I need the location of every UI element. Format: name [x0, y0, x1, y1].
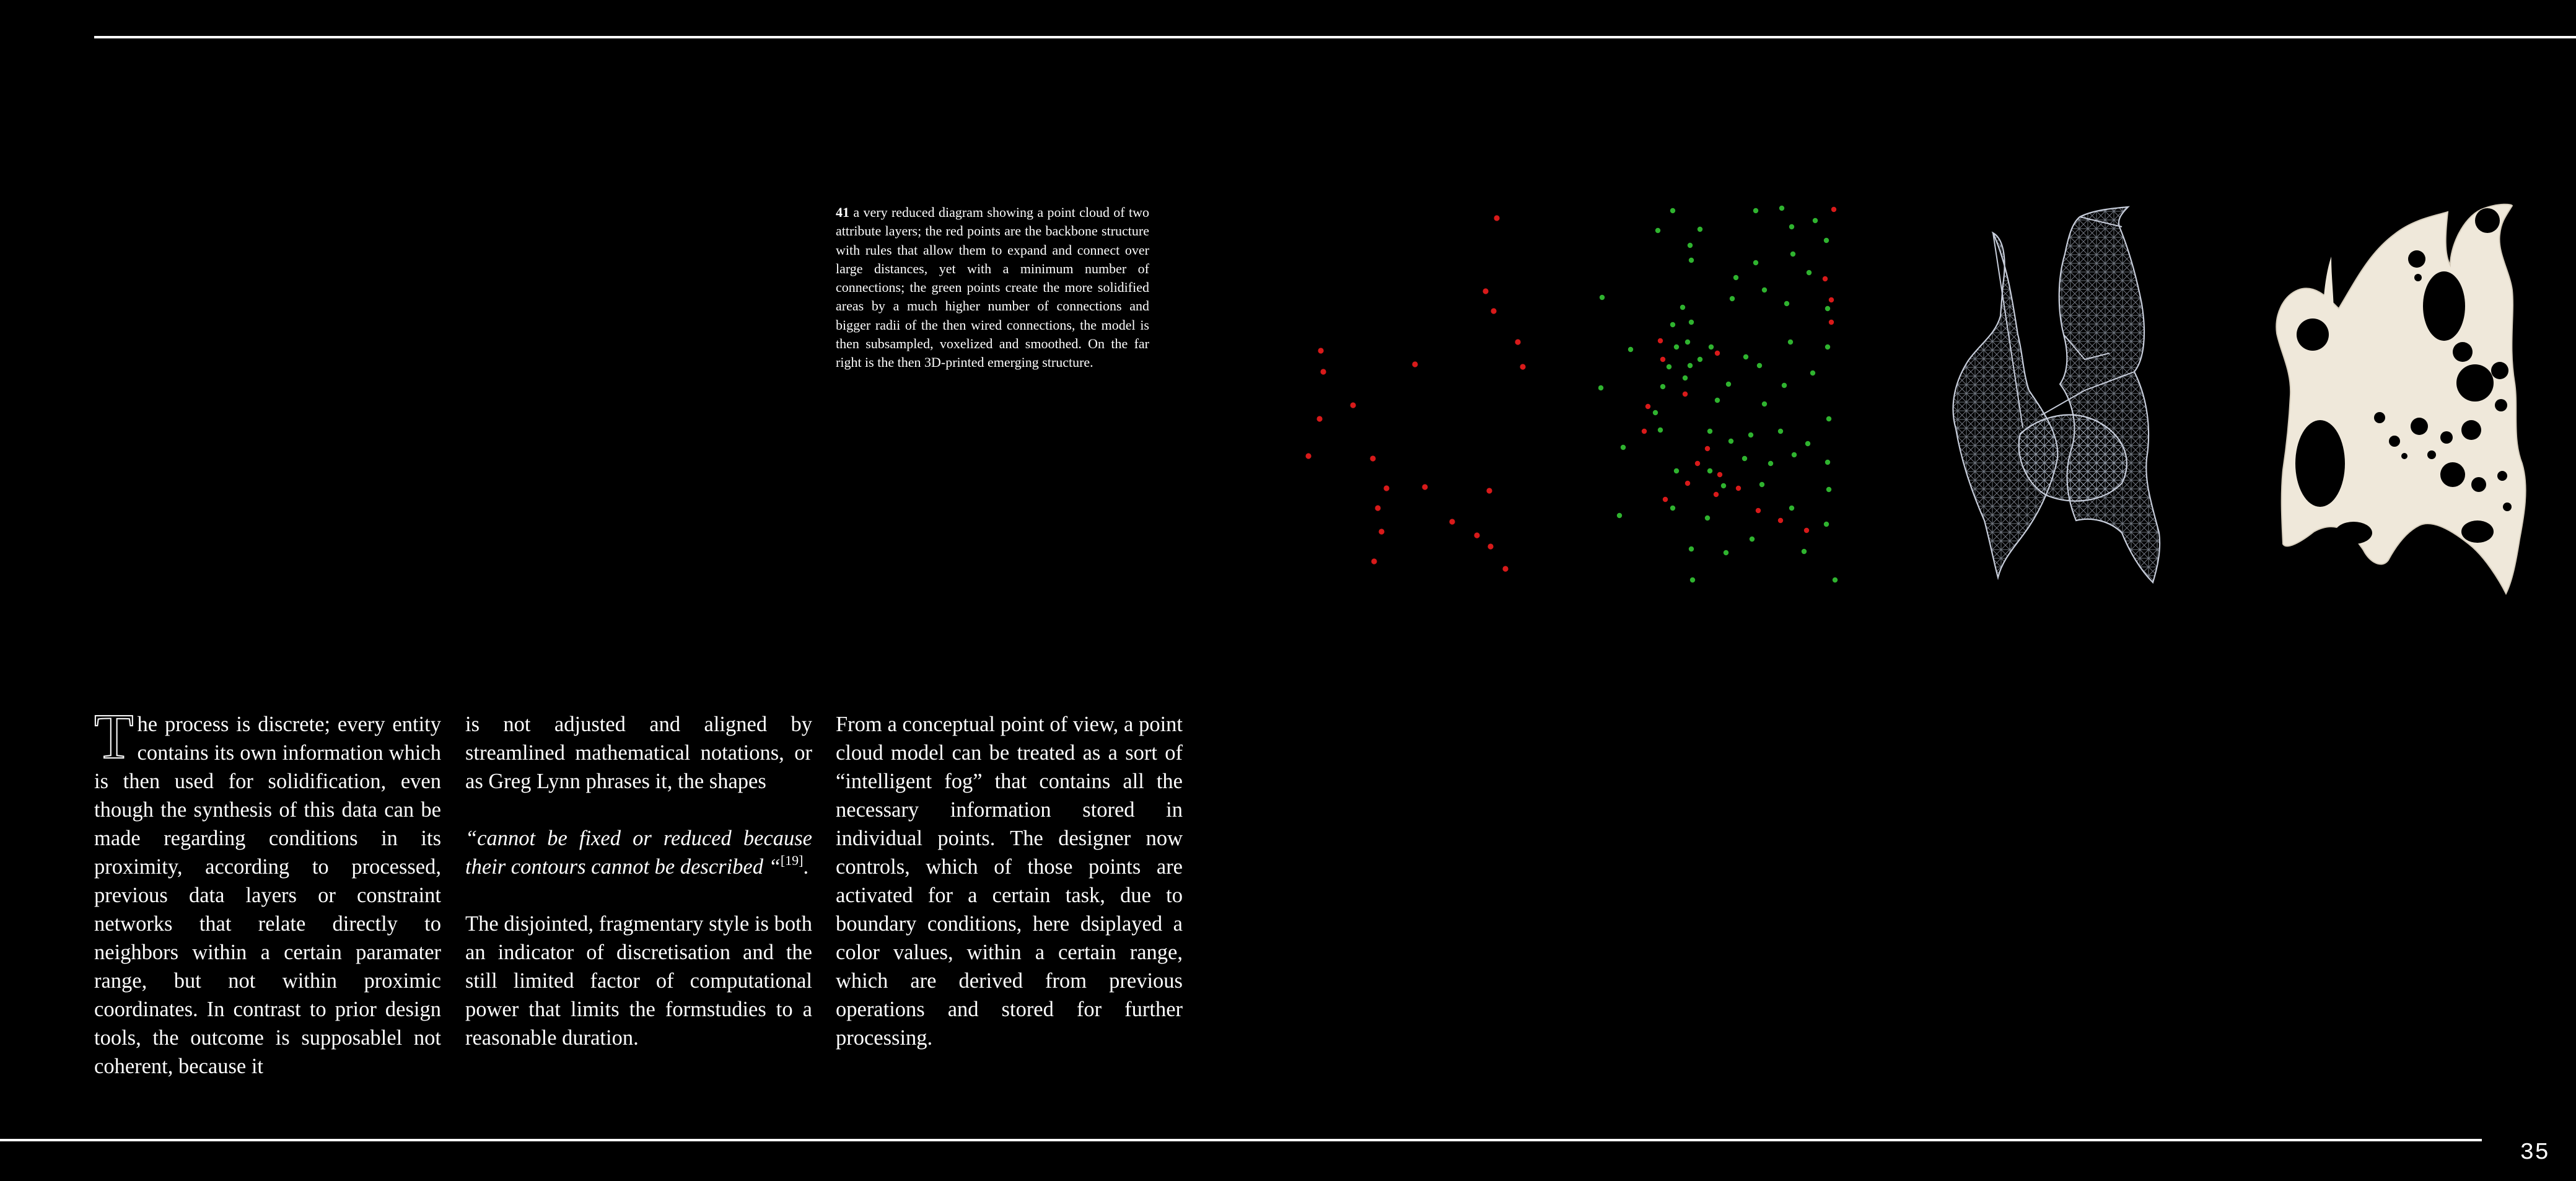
- greg-lynn-quote: “cannot be fixed or reduced because their contours cannot be described “: [465, 827, 812, 879]
- red-point: [1685, 481, 1690, 486]
- hole: [2297, 318, 2329, 351]
- green-point: [1674, 345, 1679, 349]
- caption-text: a very reduced diagram showing a point cloud of two attribute layers; the red points are the backbone structure with rules that allow them to expand and connect over large distances, yet with a minimum number of connections; the green points create the more solidified areas by a much higher number of connections and bigger radii of the then wired connections, the model is then subsampled, voxelized and smoothed. On the far right is the then 3D-printed emerging structure.: [836, 204, 1150, 371]
- green-point: [1789, 506, 1794, 511]
- page-number: 35: [2520, 1139, 2549, 1166]
- red-point: [1714, 492, 1719, 497]
- green-point: [1768, 461, 1773, 466]
- green-point: [1813, 218, 1818, 223]
- red-point: [1371, 558, 1377, 564]
- red-point: [1829, 320, 1834, 325]
- green-point: [1825, 306, 1830, 311]
- hole: [2471, 477, 2486, 492]
- green-point: [1621, 445, 1626, 450]
- green-point: [1726, 382, 1731, 387]
- hole: [2495, 399, 2507, 411]
- green-point: [1680, 305, 1685, 310]
- green-point: [1810, 371, 1815, 375]
- red-point: [1483, 288, 1488, 294]
- green-point: [1757, 363, 1762, 368]
- hole: [2503, 503, 2512, 511]
- green-point: [1721, 483, 1726, 488]
- green-point: [1715, 398, 1720, 403]
- green-point: [1784, 301, 1789, 306]
- hole: [2440, 431, 2453, 444]
- hole: [2411, 418, 2428, 435]
- red-point: [1823, 276, 1828, 281]
- green-point: [1748, 432, 1753, 437]
- red-point: [1378, 529, 1384, 534]
- green-point: [1762, 288, 1767, 292]
- red-point: [1663, 497, 1668, 502]
- green-point: [1689, 547, 1694, 551]
- green-point: [1690, 577, 1695, 582]
- green-point: [1743, 354, 1748, 359]
- hole: [2461, 520, 2494, 543]
- printed-spike: [2323, 257, 2334, 315]
- green-point: [1730, 296, 1735, 301]
- green-point: [1824, 522, 1829, 527]
- wireframe-mesh: [1953, 207, 2160, 582]
- green-point: [1698, 227, 1702, 232]
- green-point: [1670, 208, 1675, 213]
- green-point: [1698, 357, 1702, 362]
- red-point: [1412, 361, 1417, 367]
- quote-paragraph: [465, 824, 812, 881]
- green-point: [1674, 468, 1679, 473]
- text-column-3: [836, 710, 1183, 1052]
- green-point: [1824, 238, 1829, 243]
- red-point-cloud-diagram: [1295, 204, 1543, 589]
- red-point: [1486, 488, 1492, 493]
- red-point: [1350, 402, 1356, 408]
- red-point: [1683, 392, 1688, 397]
- red-point: [1316, 416, 1322, 421]
- green-point: [1826, 416, 1831, 421]
- red-point: [1736, 486, 1741, 491]
- hole: [2408, 250, 2425, 268]
- green-point: [1658, 428, 1663, 432]
- green-point: [1805, 441, 1810, 446]
- green-point: [1789, 224, 1794, 229]
- hole: [2335, 522, 2372, 544]
- hole: [2497, 471, 2507, 481]
- paragraph: From a conceptual point of view, a point cloud model can be treated as a sort of “intelligent fog” that contains all the necessary information stored in individual points. The designer now controls, which of those points are activated for a certain task, due to boundary conditions, here dsiplayed a color values, within a certain range, which are derived from previous operations and stored for further processing.: [836, 713, 1183, 1050]
- green-point: [1742, 456, 1747, 461]
- red-point: [1449, 519, 1455, 524]
- red-point: [1829, 297, 1834, 302]
- green-point: [1728, 439, 1733, 444]
- green-point: [1753, 208, 1758, 213]
- green-point: [1802, 549, 1807, 554]
- red-point: [1370, 455, 1375, 461]
- green-point: [1833, 577, 1838, 582]
- hole: [2475, 208, 2500, 233]
- bottom-rule: [0, 1139, 2482, 1141]
- text-column-1: [94, 701, 441, 1081]
- green-point: [1655, 228, 1660, 233]
- green-point: [1689, 320, 1694, 325]
- red-point: [1660, 357, 1665, 362]
- green-point: [1685, 340, 1690, 345]
- quote-end: .: [803, 855, 809, 879]
- green-point: [1689, 258, 1694, 263]
- green-point: [1688, 243, 1693, 248]
- red-point: [1658, 338, 1663, 343]
- green-point: [1670, 322, 1675, 327]
- green-point: [1825, 345, 1830, 349]
- green-point: [1707, 468, 1712, 473]
- green-point: [1667, 364, 1671, 369]
- green-point: [1826, 487, 1831, 492]
- red-point: [1474, 532, 1479, 538]
- mixed-point-cloud-diagram: [1598, 198, 1877, 595]
- hole: [2456, 364, 2494, 402]
- red-point: [1318, 348, 1323, 353]
- green-point: [1825, 460, 1830, 465]
- red-point: [1695, 461, 1700, 466]
- paragraph: is not adjusted and aligned by streamlined mathematical notations, or as Greg Lynn phrases it, the shapes: [465, 713, 812, 793]
- red-point: [1756, 508, 1761, 513]
- green-point: [1707, 429, 1712, 434]
- green-point: [1750, 537, 1755, 542]
- red-point: [1717, 472, 1722, 477]
- drop-cap: T: [94, 701, 134, 772]
- hole: [2374, 412, 2385, 423]
- hole: [2414, 274, 2422, 281]
- green-point: [1598, 385, 1603, 390]
- green-point: [1790, 252, 1795, 257]
- green-point: [1788, 340, 1793, 345]
- red-point: [1487, 543, 1493, 549]
- red-point: [1491, 308, 1496, 314]
- green-point: [1600, 295, 1605, 300]
- green-point: [1628, 347, 1633, 352]
- hole: [2440, 462, 2465, 487]
- hole: [2389, 436, 2400, 447]
- paragraph: [94, 701, 441, 1081]
- 3d-printed-structure-image: [2264, 197, 2556, 600]
- green-points: [1598, 206, 1838, 582]
- wireframe-right-lobe: [2059, 207, 2160, 582]
- green-point: [1753, 260, 1758, 265]
- green-point: [1759, 482, 1764, 487]
- figure-caption: [836, 203, 1149, 372]
- green-point: [1762, 402, 1767, 406]
- reference-marker: [19]: [780, 853, 804, 868]
- green-point: [1705, 516, 1710, 520]
- red-point: [1642, 429, 1647, 434]
- hole: [2491, 362, 2508, 379]
- wireframe-structure-diagram: [1936, 198, 2178, 595]
- red-point: [1778, 518, 1783, 523]
- green-point: [1670, 506, 1675, 511]
- green-point: [1782, 383, 1787, 388]
- hole: [2401, 453, 2407, 459]
- red-points: [1642, 207, 1836, 533]
- green-point: [1617, 513, 1622, 518]
- red-point: [1804, 528, 1809, 533]
- red-point: [1705, 446, 1710, 451]
- text-column-2: [465, 710, 812, 1052]
- red-point: [1305, 453, 1311, 459]
- hole: [2423, 271, 2465, 341]
- red-point: [1494, 215, 1499, 221]
- red-points: [1305, 215, 1525, 571]
- green-point: [1709, 345, 1714, 349]
- green-point: [1660, 384, 1665, 389]
- wireframe-left-lobe: [1953, 233, 2058, 577]
- green-point: [1792, 452, 1797, 457]
- hole: [2461, 420, 2481, 440]
- green-point: [1688, 363, 1693, 368]
- column1-text: he process is discrete; every entity contains its own information which is then used for solidification, even though the synthesis of this data can be made regarding conditions in its proximity, according to processed, previous data layers or constraint networks that relate directly to neighbors within a certain paramater range, but not within proximic coordinates. In contrast to prior design tools, the outcome is supposablel not coherent, because it: [94, 713, 441, 1078]
- green-point: [1807, 270, 1812, 275]
- red-point: [1515, 339, 1520, 345]
- hole: [2295, 420, 2345, 507]
- red-point: [1320, 369, 1326, 374]
- red-point: [1715, 351, 1720, 356]
- green-point: [1724, 550, 1728, 555]
- red-point: [1502, 566, 1508, 571]
- green-point: [1779, 206, 1784, 211]
- green-point: [1778, 429, 1783, 434]
- figure-number: 41: [836, 204, 849, 220]
- green-point: [1653, 410, 1658, 415]
- green-point: [1683, 375, 1688, 380]
- red-point: [1383, 485, 1389, 491]
- top-rule: [94, 36, 2576, 38]
- red-point: [1375, 505, 1380, 511]
- red-point: [1520, 364, 1525, 369]
- hole: [2427, 450, 2436, 459]
- red-point: [1422, 484, 1427, 490]
- green-point: [1733, 275, 1738, 280]
- paragraph: The disjointed, fragmentary style is both an indicator of discretisation and the still limited factor of computational power that limits the formstudies to a reasonable duration.: [465, 912, 812, 1050]
- hole: [2453, 342, 2473, 362]
- red-point: [1645, 404, 1650, 409]
- red-point: [1831, 207, 1836, 212]
